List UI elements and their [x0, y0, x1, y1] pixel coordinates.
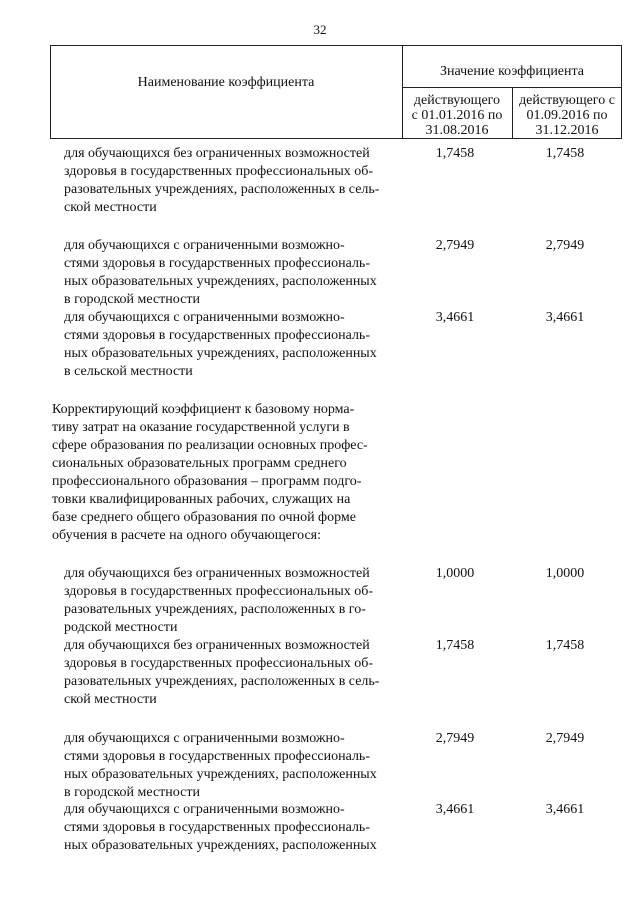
header-top-border [50, 45, 622, 46]
coefficient-description: для обучающихся без ограниченных возможностей здоровья в государственных профессиональных об- разовательных учреждениях, расположенных в сель- ской местности [64, 146, 380, 215]
value-period2: 1,7458 [545, 638, 585, 653]
coefficient-description: для обучающихся с ограниченными возможно- стями здоровья в государственных профессиональ- ных образовательных учреждениях, расположенных в сельской местности [64, 310, 377, 379]
value-period1: 3,4661 [435, 802, 475, 817]
header-col-2016-period2: действующего с 01.09.2016 по 31.12.2016 [519, 93, 615, 138]
coefficient-description: для обучающихся без ограниченных возможностей здоровья в государственных профессиональных об- разовательных учреждениях, расположенных в го- родской местности [64, 566, 374, 635]
header-left-border [50, 45, 51, 138]
coefficient-description: для обучающихся с ограниченными возможно- стями здоровья в государственных профессиональ- ных образовательных учреждениях, расположенных [64, 802, 377, 853]
value-period2: 3,4661 [545, 802, 585, 817]
coefficient-description: для обучающихся с ограниченными возможно- стями здоровья в государственных профессиональ- ных образовательных учреждениях, расположенных в городской местности [64, 238, 377, 307]
coefficient-description: для обучающихся с ограниченными возможно- стями здоровья в государственных профессиональ- ных образовательных учреждениях, расположенных в городской местности [64, 731, 377, 800]
header-bottom-border [50, 138, 622, 139]
value-period2: 2,7949 [545, 731, 585, 746]
value-period1: 2,7949 [435, 731, 475, 746]
value-period1: 2,7949 [435, 238, 475, 253]
value-period2: 1,0000 [545, 566, 585, 581]
page-number: 32 [313, 22, 327, 37]
value-period1: 3,4661 [435, 310, 475, 325]
value-period2: 2,7949 [545, 238, 585, 253]
table-header [50, 45, 622, 138]
value-period2: 1,7458 [545, 146, 585, 161]
header-col-2016-period1: действующего с 01.01.2016 по 31.08.2016 [411, 93, 503, 138]
header-right-border [621, 45, 622, 138]
value-period1: 1,7458 [435, 146, 475, 161]
value-period2: 3,4661 [545, 310, 585, 325]
value-period1: 1,7458 [435, 638, 475, 653]
corrective-coefficient-description: Корректирующий коэффициент к базовому норма- тиву затрат на оказание государственной услуги в сфере образования по реализации основных профес- сиональных образовательных программ среднего профессионального образования – программ подго- товки квалифицированных рабочих, служащих на базе среднего общего образования по очной форме обучения в расчете на одного обучающегося: [52, 402, 368, 543]
header-value-column: Значение коэффициента [439, 64, 585, 79]
header-name-column: Наименование коэффициента [137, 75, 315, 90]
value-period1: 1,0000 [435, 566, 475, 581]
coefficient-description: для обучающихся без ограниченных возможностей здоровья в государственных профессиональных об- разовательных учреждениях, расположенных в сель- ской местности [64, 638, 380, 707]
